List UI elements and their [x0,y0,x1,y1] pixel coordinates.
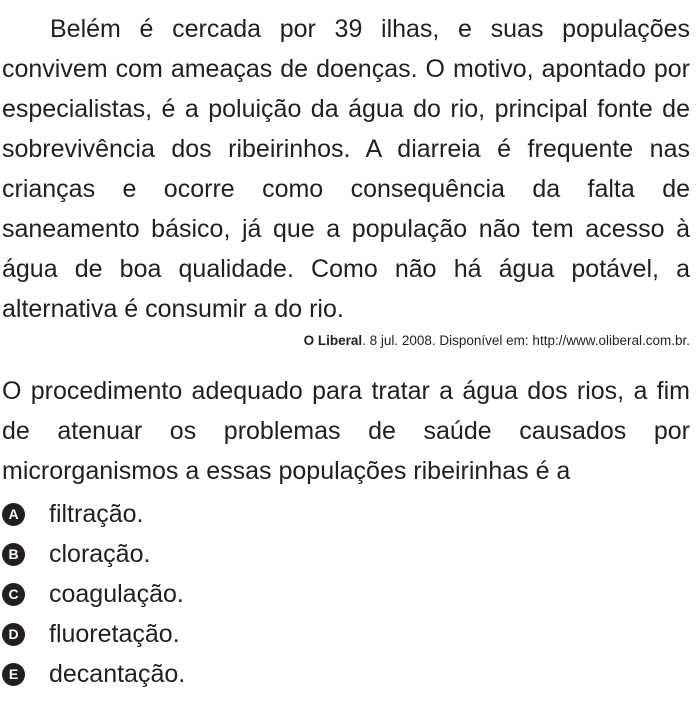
answer-options [2,494,690,694]
option-e-letter-badge: E [2,663,25,686]
option-b-letter-badge: B [2,543,25,566]
citation-details: . 8 jul. 2008. Disponível em: http://www.oliberal.com.br. [362,333,690,348]
option-d-text: fluoretação. [49,620,180,648]
option-a-text: filtração. [49,500,144,528]
question-stem: O procedimento adequado para tratar a água dos rios, a fim de atenuar os problemas de saúde causados por microrganismos a essas populações ribeirinhas é a [2,377,690,485]
option-b-text: cloração. [49,540,151,568]
option-e[interactable] [2,654,690,694]
option-c-letter-badge: C [2,583,25,606]
option-a[interactable] [2,494,690,534]
option-c-text: coagulação. [49,580,184,608]
option-c[interactable] [2,574,690,614]
option-e-text: decantação. [49,660,186,688]
option-b[interactable] [2,534,690,574]
citation [2,331,690,351]
option-d[interactable] [2,614,690,654]
option-d-letter-badge: D [2,623,25,646]
option-a-letter-badge: A [2,503,25,526]
passage-text: Belém é cercada por 39 ilhas, e suas populações convivem com ameaças de doenças. O motivo, apontado por especialistas, é a poluição da água do rio, principal fonte de sobrevivência dos ribeirinhos. A diarreia é frequente nas crianças e ocorre como consequência da falta de saneamento básico, já que a população não tem acesso à água de boa qualidade. Como não há água potável, a alternativa é consumir a do rio. [2,15,690,323]
citation-source-name: O Liberal [303,333,363,348]
question-page [2,0,690,694]
